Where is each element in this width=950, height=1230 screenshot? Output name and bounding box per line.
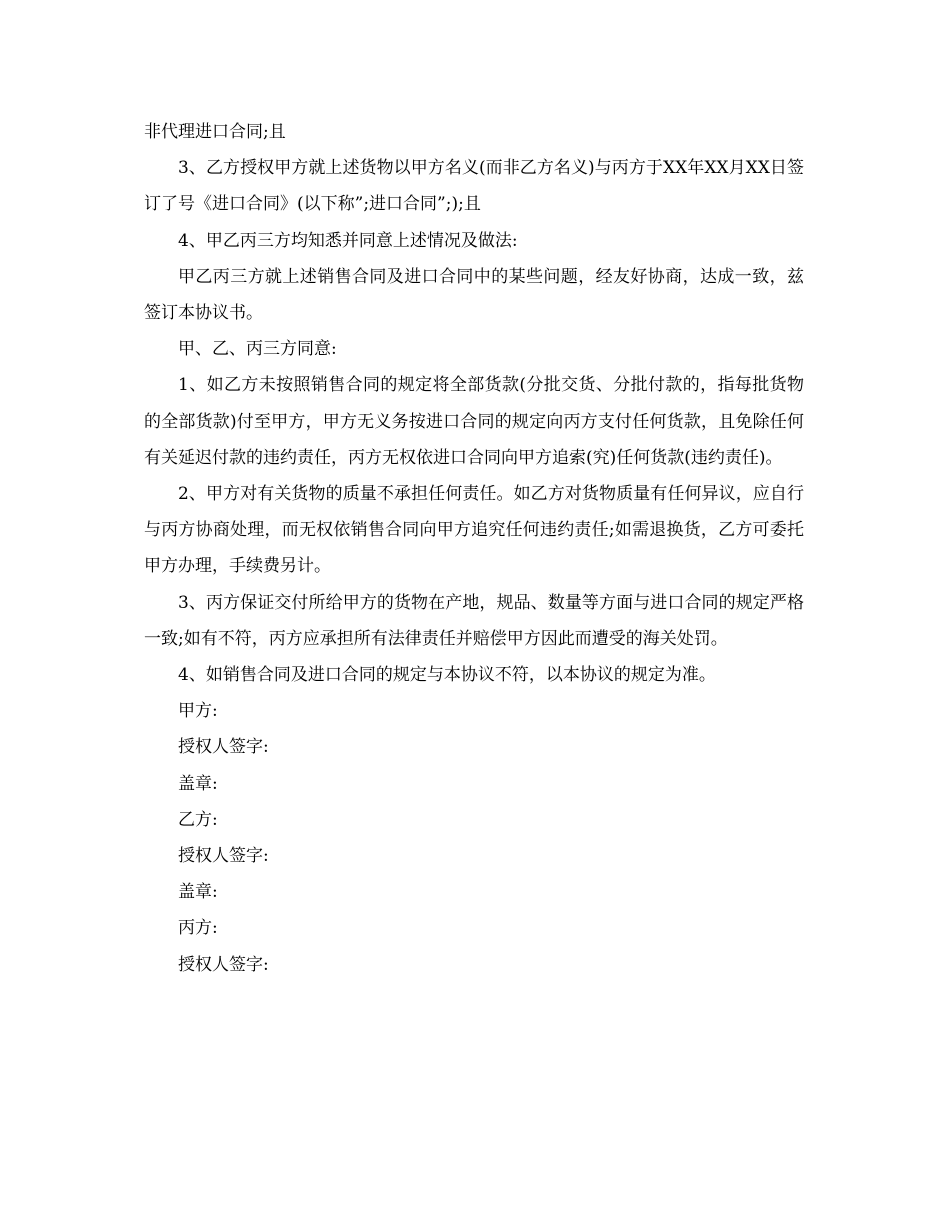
party-c-label: 丙方: [178, 918, 218, 939]
paragraph-continuation: 非代理进口合同;且 [144, 122, 286, 142]
paragraph-clause-4-acknowledgement: 4、甲乙丙三方均知悉并同意上述情况及做法: [178, 230, 518, 251]
party-a-label: 甲方: [178, 701, 218, 722]
party-a-seal-line: 盖章: [178, 773, 218, 794]
party-b-signature-line: 授权人签字: [178, 846, 269, 867]
paragraph-term-3-conformity: 3、丙方保证交付所给甲方的货物在产地，规品、数量等方面与进口合同的规定严格一致;如有不符，丙方应承担所有法律责任并赔偿甲方因此而遭受的海关处罚。 [144, 592, 804, 649]
party-a-signature-line: 授权人签字: [178, 737, 269, 758]
signature-block [144, 693, 804, 983]
party-c-signature-line: 授权人签字: [178, 954, 269, 975]
party-b-seal-line: 盖章: [178, 882, 218, 903]
document-body [144, 114, 804, 983]
paragraph-term-4-precedence: 4、如销售合同及进口合同的规定与本协议不符，以本协议的规定为准。 [178, 665, 716, 686]
paragraph-parties-agree: 甲、乙、丙三方同意: [178, 339, 337, 360]
paragraph-term-2-quality: 2、甲方对有关货物的质量不承担任何责任。如乙方对货物质量有任何异议，应自行与丙方协商处理，而无权依销售合同向甲方追究任何违约责任;如需退换货，乙方可委托甲方办理，手续费另计。 [144, 484, 804, 577]
paragraph-term-1-payment: 1、如乙方未按照销售合同的规定将全部货款(分批交货、分批付款的，指每批货物的全部货款)付至甲方，甲方无义务按进口合同的规定向丙方支付任何货款，且免除任何有关延迟付款的违约责任，丙方无权依进口合同向甲方追索(究)任何货款(违约责任)。 [144, 375, 804, 468]
paragraph-agreement-intro: 甲乙丙三方就上述销售合同及进口合同中的某些问题，经友好协商，达成一致，兹签订本协议书。 [144, 266, 804, 324]
party-b-label: 乙方: [178, 809, 218, 830]
paragraph-clause-3-authorization: 3、乙方授权甲方就上述货物以甲方名义(而非乙方名义)与丙方于XX年XX月XX日签订了号《进口合同》(以下称”;进口合同”;);且 [144, 158, 804, 215]
